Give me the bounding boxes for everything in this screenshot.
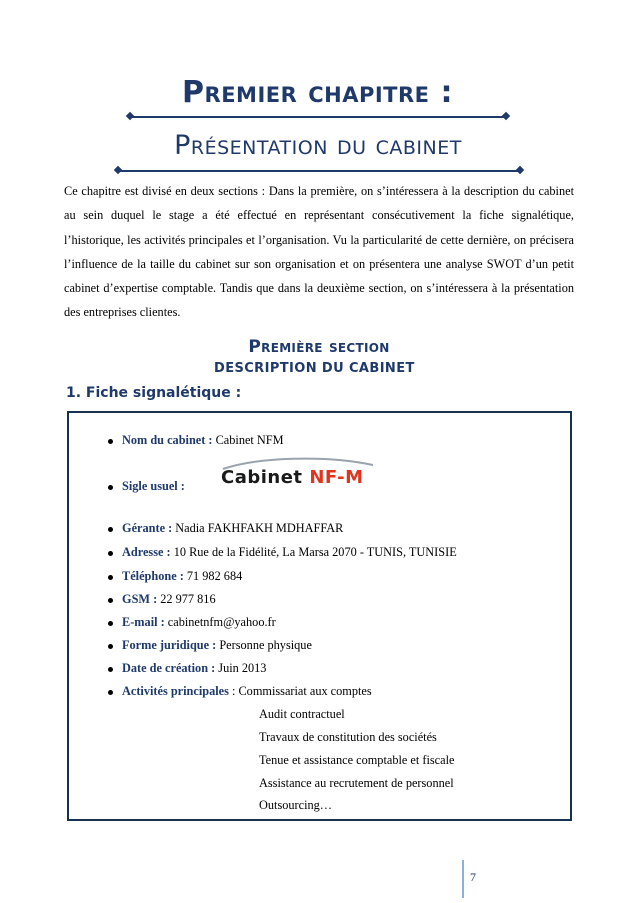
fiche-label: Sigle usuel :: [122, 479, 185, 493]
cabinet-logo: [217, 455, 379, 501]
fiche-item-date: [122, 661, 266, 676]
fiche-item-nom: [122, 433, 284, 448]
fiche-item-gsm: [122, 592, 216, 607]
fiche-item-sigle: [122, 479, 185, 494]
fiche-item-adresse: [122, 545, 457, 560]
bullet-icon: [108, 667, 113, 672]
title-rule-top: [130, 116, 506, 118]
fiche-item-gerante: [122, 521, 343, 536]
logo-text: Cabinet NF-M: [221, 467, 364, 488]
fiche-label: Date de création :: [122, 661, 216, 675]
fiche-value: 10 Rue de la Fidélité, La Marsa 2070 - TUNIS, TUNISIE: [170, 545, 457, 559]
activity-item: Assistance au recrutement de personnel: [259, 776, 454, 790]
chapter-subtitle: Présentation du cabinet: [174, 130, 462, 161]
bullet-icon: [108, 485, 113, 490]
fiche-label: Forme juridique :: [122, 638, 217, 652]
fiche-heading: 1. Fiche signalétique :: [66, 385, 242, 401]
bullet-icon: [108, 439, 113, 444]
fiche-value: Juin 2013: [215, 661, 267, 675]
fiche-item-email: [122, 615, 276, 630]
fiche-label: Nom du cabinet :: [122, 433, 213, 447]
fiche-label: GSM :: [122, 592, 158, 606]
activity-item: Outsourcing…: [259, 798, 333, 812]
fiche-item-forme: [122, 638, 312, 653]
activity-item: Audit contractuel: [259, 707, 345, 721]
bullet-icon: [108, 527, 113, 532]
section-subheading: DESCRIPTION DU CABINET: [214, 361, 415, 376]
fiche-value: Cabinet NFM: [212, 433, 284, 447]
fiche-item-activites: [122, 684, 372, 699]
section-heading: Première section: [248, 337, 390, 357]
fiche-value: Nadia FAKHFAKH MDHAFFAR: [172, 521, 344, 535]
bullet-icon: [108, 690, 113, 695]
fiche-label: Activités principales: [122, 684, 229, 698]
page-number-rule: [462, 860, 464, 898]
fiche-label: E-mail :: [122, 615, 165, 629]
bullet-icon: [108, 551, 113, 556]
bullet-icon: [108, 598, 113, 603]
title-rule-bottom: [118, 170, 520, 172]
chapter-title-block: [110, 75, 525, 110]
bullet-icon: [108, 575, 113, 580]
fiche-label: Téléphone :: [122, 569, 184, 583]
page-number: 7: [470, 870, 476, 884]
fiche-value: 22 977 816: [157, 592, 216, 606]
bullet-icon: [108, 644, 113, 649]
bullet-icon: [108, 621, 113, 626]
fiche-value: cabinetnfm@yahoo.fr: [164, 615, 276, 629]
fiche-value: : Commissariat aux comptes: [228, 684, 372, 698]
fiche-item-telephone: [122, 569, 242, 584]
fiche-signaletique-box: [67, 411, 572, 821]
activity-item: Travaux de constitution des sociétés: [259, 730, 437, 744]
fiche-label: Gérante :: [122, 521, 173, 535]
activity-item: Tenue et assistance comptable et fiscale: [259, 753, 455, 767]
chapter-subtitle-block: [112, 132, 524, 159]
fiche-value: 71 982 684: [183, 569, 243, 583]
chapter-title: Premier chapitre :: [182, 75, 453, 110]
fiche-label: Adresse :: [122, 545, 171, 559]
fiche-value: Personne physique: [216, 638, 312, 652]
intro-paragraph: Ce chapitre est divisé en deux sections : Dans la première, on s’intéressera à la description du cabinet au sein duquel le stage a été effectué en représentant consécutivement la fiche signalétique, l’historique, les activités principales et l’organisation. Vu la particularité de cette dernière, on précisera l’influence de la taille du cabinet sur son organisation et on présentera une analyse SWOT d’un petit cabinet d’expertise comptable. Tandis que dans la deuxième section, on s’intéressera à la présentation des entreprises clientes.: [64, 184, 574, 320]
